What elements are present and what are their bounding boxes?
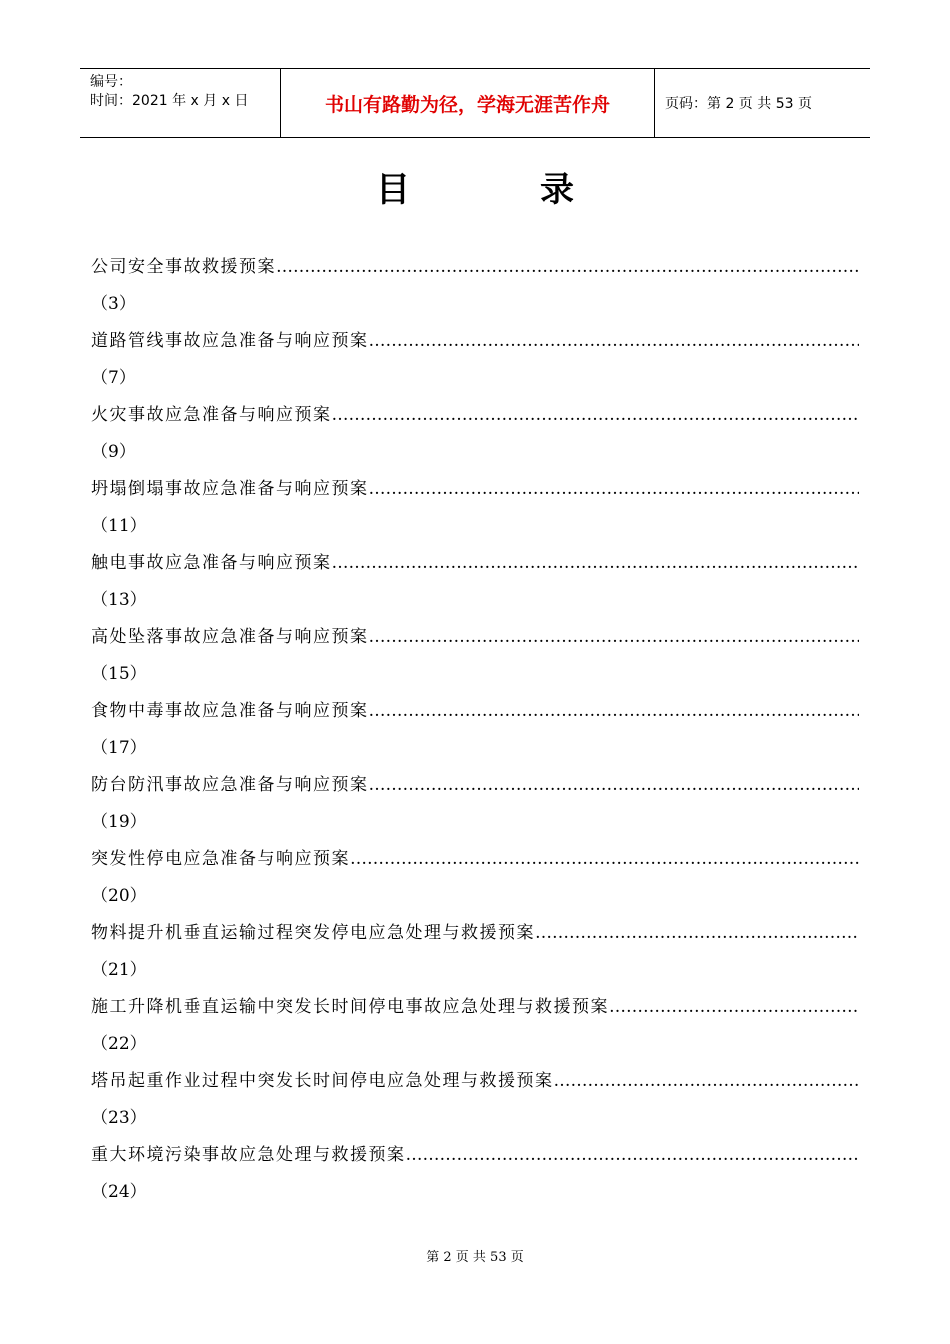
- toc-title: [0, 162, 950, 211]
- page-header: [80, 68, 870, 138]
- toc-entry-page: （7）: [91, 368, 136, 388]
- toc-leader-dots: [369, 701, 860, 721]
- toc-entry-title: 触电事故应急准备与响应预案: [91, 553, 332, 573]
- toc-entry-line: [91, 832, 859, 869]
- toc-entry-page: （19）: [91, 812, 147, 832]
- toc-entry-title: 火灾事故应急准备与响应预案: [91, 405, 332, 425]
- header-meta: [80, 69, 281, 137]
- toc-entry-page: （24）: [91, 1182, 147, 1202]
- toc-entry[interactable]: [91, 1054, 859, 1128]
- toc-entry-page: （17）: [91, 738, 147, 758]
- toc-leader-dots: [406, 1145, 860, 1165]
- toc-entry[interactable]: [91, 684, 859, 758]
- toc-title-char-1: 目: [376, 170, 410, 210]
- document-number-label: 编号：: [90, 74, 132, 90]
- toc-leader-dots: [369, 331, 860, 351]
- toc-entry[interactable]: [91, 832, 859, 906]
- toc-entry[interactable]: [91, 906, 859, 980]
- page-footer: 第 2 页 共 53 页: [426, 1250, 524, 1265]
- toc-entry[interactable]: [91, 240, 859, 314]
- toc-leader-dots: [369, 775, 860, 795]
- toc-entry-line: [91, 684, 859, 721]
- toc-entry-title: 坍塌倒塌事故应急准备与响应预案: [91, 479, 369, 499]
- toc-leader-dots: [369, 627, 860, 647]
- toc-leader-dots: [332, 553, 860, 573]
- header-motto: 书山有路勤为径，学海无涯苦作舟: [281, 69, 655, 137]
- toc-entry-line: [91, 462, 859, 499]
- toc-leader-dots: [276, 257, 859, 277]
- toc-entry[interactable]: [91, 462, 859, 536]
- toc-leader-dots: [609, 997, 859, 1017]
- toc-entry-line: [91, 536, 859, 573]
- toc-leader-dots: [369, 479, 860, 499]
- toc-entry-title: 施工升降机垂直运输中突发长时间停电事故应急处理与救援预案: [91, 997, 609, 1017]
- toc-entry[interactable]: [91, 314, 859, 388]
- toc-entry-title: 防台防汛事故应急准备与响应预案: [91, 775, 369, 795]
- toc-entry-line: [91, 758, 859, 795]
- toc-entry[interactable]: [91, 388, 859, 462]
- table-of-contents: [91, 240, 859, 1202]
- toc-entry-line: [91, 314, 859, 351]
- toc-leader-dots: [350, 849, 859, 869]
- toc-entry-page: （20）: [91, 886, 147, 906]
- document-date-label: 时间：2021 年 x 月 x 日: [90, 93, 249, 109]
- toc-title-char-2: 录: [540, 170, 574, 210]
- toc-leader-dots: [535, 923, 859, 943]
- toc-entry-page: （15）: [91, 664, 147, 684]
- toc-entry-title: 高处坠落事故应急准备与响应预案: [91, 627, 369, 647]
- toc-entry-line: [91, 240, 859, 277]
- toc-entry-line: [91, 388, 859, 425]
- toc-entry-line: [91, 1128, 859, 1165]
- toc-entry-line: [91, 906, 859, 943]
- toc-entry-page: （22）: [91, 1034, 147, 1054]
- toc-entry[interactable]: [91, 610, 859, 684]
- toc-entry-line: [91, 610, 859, 647]
- toc-entry[interactable]: [91, 758, 859, 832]
- toc-entry[interactable]: [91, 1128, 859, 1202]
- toc-entry-title: 重大环境污染事故应急处理与救援预案: [91, 1145, 406, 1165]
- toc-entry-title: 公司安全事故救援预案: [91, 257, 276, 277]
- toc-entry[interactable]: [91, 980, 859, 1054]
- toc-entry-page: （11）: [91, 516, 147, 536]
- toc-entry-title: 道路管线事故应急准备与响应预案: [91, 331, 369, 351]
- toc-leader-dots: [332, 405, 860, 425]
- toc-entry-title: 塔吊起重作业过程中突发长时间停电应急处理与救援预案: [91, 1071, 554, 1091]
- header-page-info: 页码：第 2 页 共 53 页: [665, 96, 812, 112]
- toc-leader-dots: [554, 1071, 860, 1091]
- toc-entry-page: （21）: [91, 960, 147, 980]
- toc-entry-page: （3）: [91, 294, 136, 314]
- toc-entry-line: [91, 1054, 859, 1091]
- toc-entry-page: （13）: [91, 590, 147, 610]
- toc-entry-title: 食物中毒事故应急准备与响应预案: [91, 701, 369, 721]
- toc-entry-line: [91, 980, 859, 1017]
- toc-entry-page: （23）: [91, 1108, 147, 1128]
- toc-entry-title: 突发性停电应急准备与响应预案: [91, 849, 350, 869]
- toc-entry-page: （9）: [91, 442, 136, 462]
- toc-entry[interactable]: [91, 536, 859, 610]
- toc-entry-title: 物料提升机垂直运输过程突发停电应急处理与救援预案: [91, 923, 535, 943]
